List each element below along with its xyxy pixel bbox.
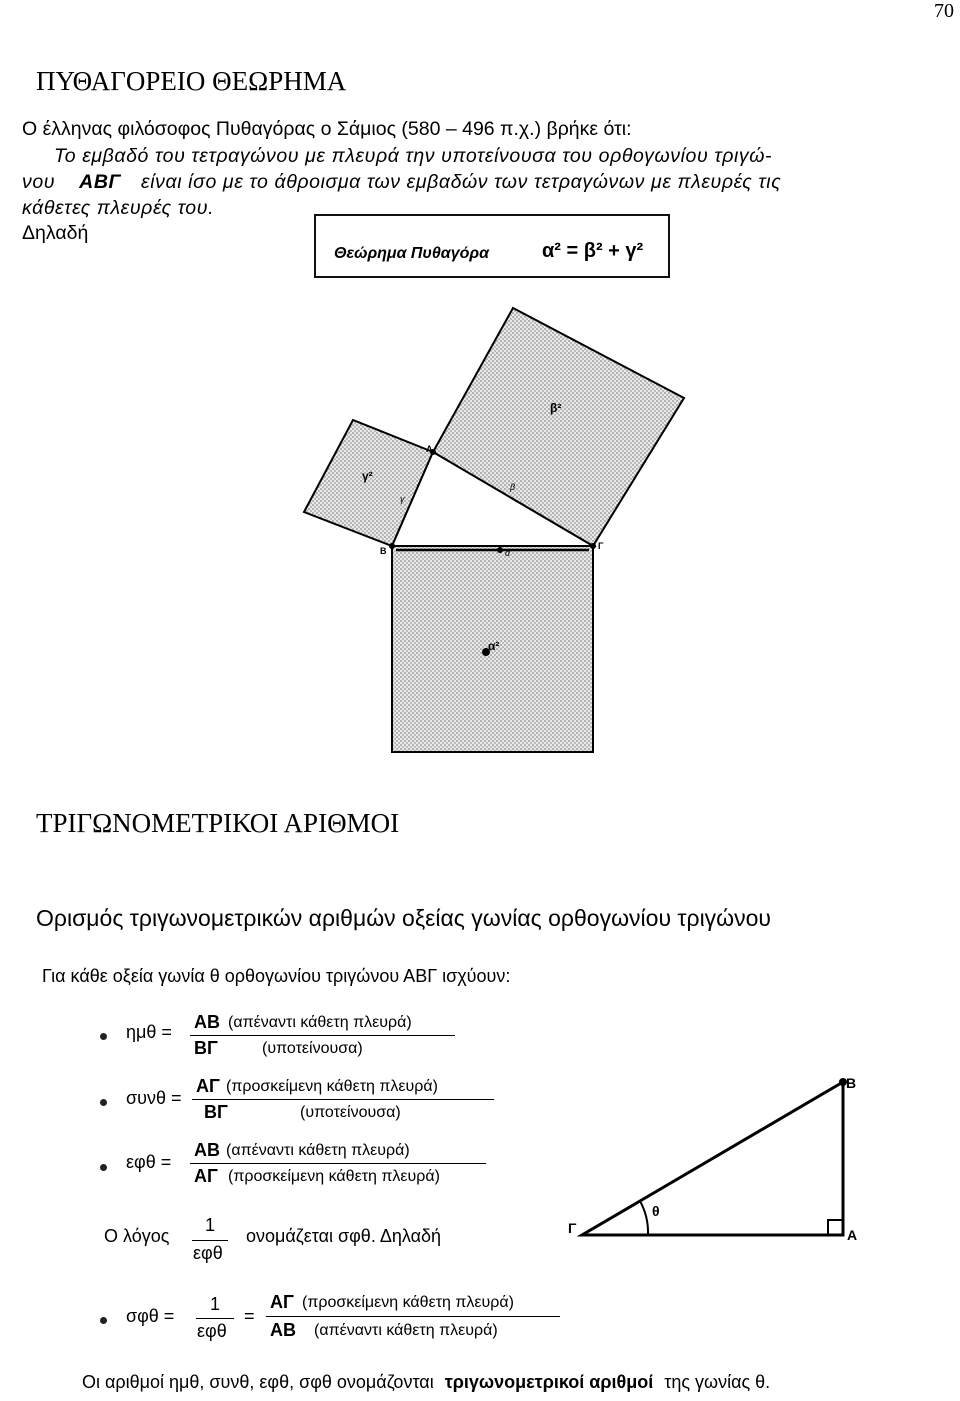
vertex-B-label: Β [380, 546, 387, 556]
bullet-sin [100, 1033, 107, 1040]
ratio-fraction-line [192, 1240, 228, 1241]
conclusion-post: της γωνίας θ. [664, 1372, 771, 1392]
sin-den: ΒΓ [194, 1038, 218, 1058]
sin-lhs: ημθ = [126, 1022, 172, 1042]
conclusion-pre: Οι αριθμοί ημθ, συνθ, εφθ, σφθ ονομάζονται [82, 1372, 434, 1392]
theorem-label: Θεώρημα Πυθαγόρα [334, 245, 489, 262]
triangle-vertex-A: Α [847, 1227, 858, 1243]
tan-den-note: (προσκείμενη κάθετη πλευρά) [228, 1168, 440, 1185]
cos-fraction-line [192, 1099, 494, 1100]
triangle-vertex-G: Γ [568, 1220, 577, 1236]
intro-line-3 [22, 171, 781, 194]
tan-num-note: (απέναντι κάθετη πλευρά) [226, 1142, 410, 1159]
tan-fraction-line [190, 1163, 486, 1164]
bullet-cot [100, 1317, 107, 1324]
tan-num: ΑΒ [194, 1140, 220, 1160]
section-title-trigonometric: ΤΡΙΓΩΝΟΜΕΤΡΙΚΟΙ ΑΡΙΘΜΟΙ [36, 808, 400, 838]
cot-num-note: (προσκείμενη κάθετη πλευρά) [302, 1294, 514, 1311]
sin-fraction-line [190, 1035, 455, 1036]
side-a-label: α [505, 548, 511, 558]
angle-theta-arc [640, 1201, 648, 1235]
theorem-formula: α² = β² + γ² [542, 240, 644, 262]
triangle-angle-theta: θ [652, 1203, 660, 1219]
conclusion-bold: τριγωνομετρικοί αριθμοί [444, 1372, 654, 1392]
area-b-label: β² [550, 401, 562, 415]
bullet-tan [100, 1164, 107, 1171]
cos-num: ΑΓ [196, 1076, 220, 1096]
theorem-box [314, 214, 670, 278]
tan-den: ΑΓ [194, 1166, 218, 1186]
section-subtitle: Ορισμός τριγωνομετρικών αριθμών οξείας γωνίας ορθογωνίου τριγώνου [36, 905, 772, 931]
conclusion-text [82, 1372, 770, 1393]
cos-den: ΒΓ [204, 1102, 228, 1122]
right-triangle-figure [560, 1070, 870, 1260]
cot-f1-fraction-line [196, 1318, 234, 1319]
sin-num: ΑΒ [194, 1012, 220, 1032]
area-a-label: α² [488, 639, 500, 653]
cot-num: ΑΓ [270, 1292, 294, 1312]
cos-lhs: συνθ = [126, 1088, 182, 1108]
sin-den-note: (υποτείνουσα) [262, 1040, 363, 1057]
ratio-pre: Ο λόγος [104, 1226, 170, 1246]
cos-num-note: (προσκείμενη κάθετη πλευρά) [226, 1078, 438, 1095]
right-triangle [582, 1082, 843, 1235]
area-g-label: γ² [362, 469, 373, 483]
cot-eq: = [244, 1306, 255, 1326]
sin-num-note: (απέναντι κάθετη πλευρά) [228, 1014, 412, 1031]
side-g-label: γ [400, 494, 405, 504]
right-angle-marker [828, 1220, 843, 1235]
intro-line-3c: είναι ίσο με το άθροισμα των εμβαδών των τετραγώνων με πλευρές τις [141, 171, 782, 193]
triangle-vertex-B: Β [846, 1075, 857, 1091]
intro-line-2: Το εμβαδό του τετραγώνου με πλευρά την υποτείνουσα του ορθογωνίου τριγώ- [54, 145, 773, 167]
ratio-num: 1 [205, 1215, 216, 1235]
cot-lhs: σφθ = [126, 1306, 175, 1326]
ratio-post: ονομάζεται σφθ. Δηλαδή [246, 1226, 442, 1246]
ratio-den: εφθ [193, 1243, 223, 1263]
cot-f1-den: εφθ [197, 1321, 227, 1341]
pythagoras-figure [300, 300, 700, 760]
intro-line-3b: ΑΒΓ [79, 171, 122, 193]
cot-den: ΑΒ [270, 1320, 296, 1340]
intro-line-5: Δηλαδή [22, 222, 89, 244]
tan-lhs: εφθ = [126, 1152, 172, 1172]
intro-line-1: Ο έλληνας φιλόσοφος Πυθαγόρας ο Σάμιος (580 – 496 π.χ.) βρήκε ότι: [22, 118, 632, 140]
section-title-pythagorean: ΠΥΘΑΓΟΡΕΙΟ ΘΕΩΡΗΜΑ [36, 66, 347, 96]
intro-line-3a: νου [22, 171, 56, 193]
side-b-label: β [510, 482, 516, 492]
cot-den-note: (απέναντι κάθετη πλευρά) [314, 1322, 498, 1339]
vertex-G-label: Γ [598, 541, 604, 551]
cot-fraction-line [266, 1316, 560, 1317]
page-number: 70 [934, 0, 954, 22]
intro-line-4: κάθετες πλευρές του. [22, 197, 215, 219]
lead-text: Για κάθε οξεία γωνία θ ορθογωνίου τριγώνου ΑΒΓ ισχύουν: [42, 966, 511, 986]
cos-den-note: (υποτείνουσα) [300, 1104, 401, 1121]
vertex-A-label: Α [426, 444, 433, 454]
cot-f1-num: 1 [210, 1294, 221, 1314]
bullet-cos [100, 1099, 107, 1106]
